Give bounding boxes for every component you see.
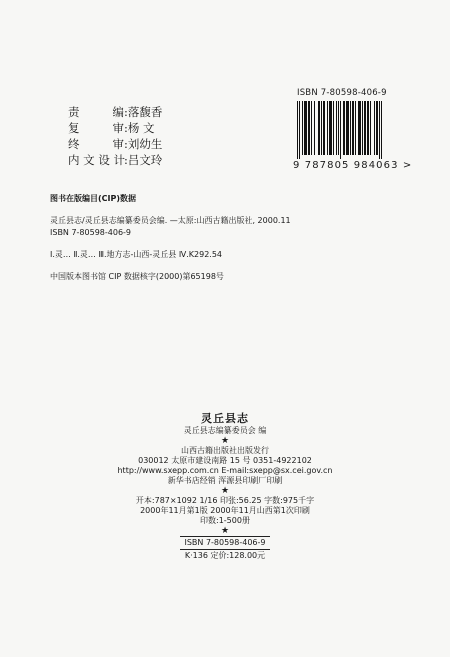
barcode-bar <box>308 101 310 155</box>
barcode-bar <box>299 101 300 159</box>
credit-role: 复 审 <box>68 121 124 135</box>
cip-data-block <box>50 193 291 283</box>
cip-heading: 图书在版编目(CIP)数据 <box>50 194 137 203</box>
isbn-barcode <box>293 88 423 178</box>
barcode-bar <box>338 101 339 155</box>
imprint-web: http://www.sxepp.com.cn E-mail:sxepp@sx.cei.gov.cn <box>117 466 333 475</box>
barcode-bar <box>352 101 354 155</box>
cip-line: 中国版本图书馆 CIP 数据核字(2000)第65198号 <box>50 272 224 281</box>
credit-name: 落馥香 <box>127 105 163 119</box>
barcode-isbn-label: ISBN 7-80598-406-9 <box>297 88 387 98</box>
imprint-price: K·136 定价:128.00元 <box>184 551 266 560</box>
credit-row: 责 编 : 落馥香 <box>68 105 163 119</box>
imprint-isbn: ISBN 7-80598-406-9 <box>180 536 269 550</box>
star-divider: ★ <box>220 436 230 446</box>
barcode-bar <box>374 101 375 155</box>
barcode-bar <box>346 101 349 155</box>
credits-block <box>68 104 162 168</box>
barcode-bar <box>311 101 312 155</box>
barcode-bar <box>304 101 307 155</box>
barcode-bar <box>358 101 361 155</box>
barcode-bar <box>343 101 345 155</box>
barcode-bar <box>321 101 322 155</box>
imprint-publisher: 山西古籍出版社出版发行 <box>181 446 269 455</box>
barcode-bar <box>367 101 369 155</box>
imprint-editor: 灵丘县志编纂委员会 编 <box>183 426 267 435</box>
barcode-bar <box>318 101 320 155</box>
star-divider: ★ <box>220 526 230 536</box>
barcode-bar <box>323 101 325 155</box>
credit-row: 复 审 : 杨 文 <box>68 121 155 135</box>
barcode-bar <box>376 101 378 155</box>
credit-role: 内文设计 <box>68 153 124 167</box>
star-divider: ★ <box>220 486 230 496</box>
imprint-specs: 开本:787×1092 1/16 印张:56.25 字数:975千字 <box>135 496 315 505</box>
barcode-image <box>297 101 417 159</box>
cip-line: Ⅰ.灵… Ⅱ.灵… Ⅲ.地方志-山西-灵丘县 Ⅳ.K292.54 <box>50 250 223 259</box>
barcode-bar <box>355 101 356 155</box>
barcode-bar <box>350 101 351 155</box>
barcode-bar <box>370 101 371 155</box>
credit-name: 吕文玲 <box>127 153 163 167</box>
credit-role: 终 审 <box>68 137 124 151</box>
credit-name: 杨 文 <box>127 121 155 135</box>
barcode-bar <box>340 101 341 159</box>
credit-role: 责 编 <box>68 105 124 119</box>
credit-row: 内文设计 : 吕文玲 <box>68 153 163 167</box>
barcode-bar <box>314 101 315 155</box>
book-title: 灵丘县志 <box>201 412 249 425</box>
imprint-block <box>0 411 450 562</box>
credit-name: 刘幼生 <box>127 137 163 151</box>
credit-row: 终 审 : 刘幼生 <box>68 137 163 151</box>
barcode-bar <box>364 101 366 155</box>
imprint-print-run: 印数:1-500册 <box>200 516 250 525</box>
barcode-bar <box>302 101 303 155</box>
barcode-bar <box>381 101 382 159</box>
imprint-distribution: 新华书店经销 浑源县印刷厂印刷 <box>167 476 283 485</box>
imprint-address: 030012 太原市建设南路 15 号 0351-4922102 <box>138 456 312 465</box>
barcode-digits: 9 787805 984063 > <box>293 160 413 171</box>
imprint-edition: 2000年11月第1版 2000年11月山西第1次印刷 <box>140 506 310 515</box>
cip-line: ISBN 7-80598-406-9 <box>50 228 132 237</box>
barcode-bar <box>362 101 363 155</box>
barcode-bar <box>297 101 298 159</box>
barcode-bar <box>333 101 334 155</box>
barcode-bar <box>336 101 337 155</box>
barcode-bar <box>327 101 328 155</box>
cip-line: 灵丘县志/灵丘县志编纂委员会编. —太原:山西古籍出版社, 2000.11 <box>50 216 291 225</box>
barcode-bar <box>379 101 380 159</box>
barcode-bar <box>329 101 332 155</box>
